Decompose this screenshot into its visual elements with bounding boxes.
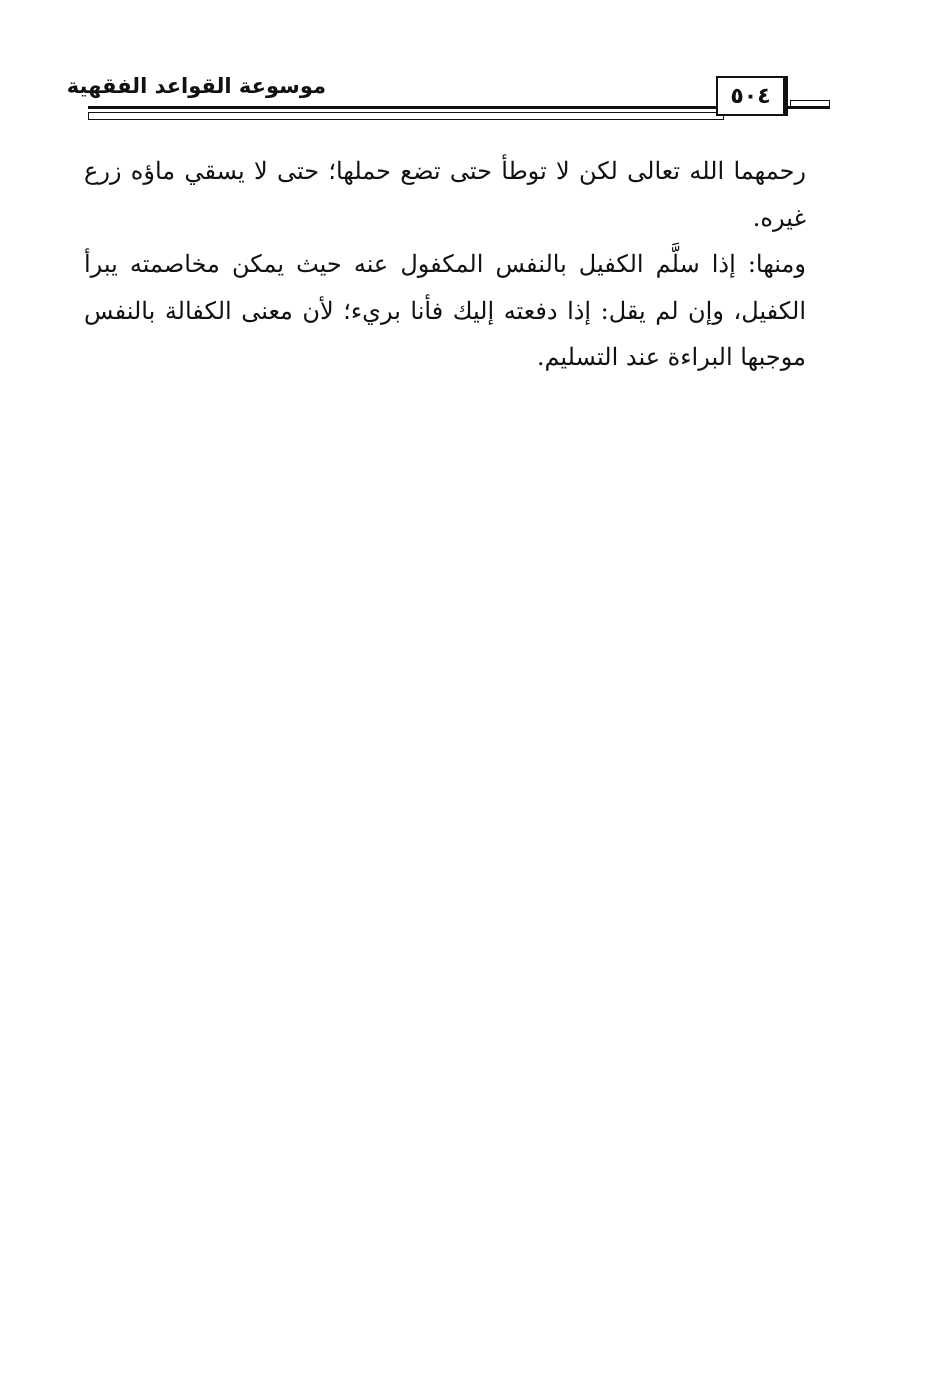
- header-rule-frame-right: [790, 100, 830, 108]
- paragraph: ومنها: إذا سلَّم الكفيل بالنفس المكفول عنه حيث يمكن مخاصمته يبرأ الكفيل، وإن لم يقل: إذا دفعته إليك فأنا بريء؛ لأن معنى الكفالة بالنفس موجبها البراءة عند التسليم.: [84, 250, 806, 371]
- paragraph: رحمهما الله تعالى لكن لا توطأ حتى تضع حملها؛ حتى لا يسقي ماؤه زرع غيره.: [84, 157, 806, 232]
- page-number: ٥٠٤: [716, 76, 788, 116]
- page-header: [66, 74, 830, 124]
- running-title: موسوعة القواعد الفقهية: [63, 74, 326, 98]
- header-rule-frame: [88, 112, 724, 120]
- body-text: [84, 148, 806, 381]
